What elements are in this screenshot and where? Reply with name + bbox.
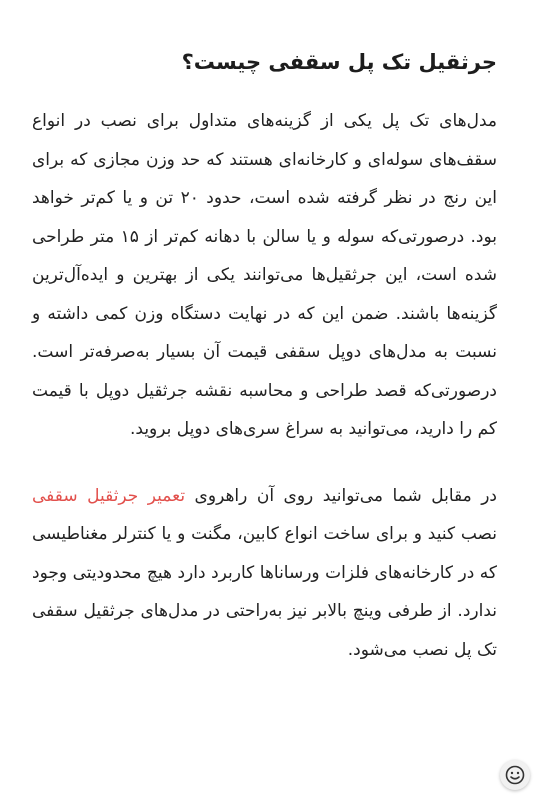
paragraph-text-after-link: نصب کنید و برای ساخت انواع کابین، مگنت و یا کنترلر مغناطیسی که در کارخانه‌های فلزات ورسانا‌ها کاربرد دارد هیچ محدودیتی وجود ندارد. از طرفی وینچ بالابر نیز به‌راحتی در مدل‌های جرثقیل سقفی تک پل نصب می‌شود. xyxy=(32,524,497,660)
paragraph-intro: مدل‌های تک پل یکی از گزینه‌های متداول برای نصب در انواع سقف‌های سوله‌ای و کارخانه‌ای هستند که حد وزن مجازی که برای این رنج در نظر گرفته شده است، حدود ۲۰ تن و یا کم‌تر خواهد بود. درصورتی‌که سوله و یا سالن با دهانه کم‌تر از ۱۵ متر طراحی شده است، این جرثقیل‌ها می‌توانند یکی از بهترین و ایده‌آل‌ترین گزینه‌ها باشند. ضمن این که در نهایت دستگاه وزن کمی داشته و نسبت به مدل‌های دوپل سقفی قیمت آن بسیار به‌صرفه‌تر است. درصورتی‌که قصد طراحی و محاسبه نقشه جرثقیل دوپل با قیمت کم را دارید، می‌توانید به سراغ سری‌های دوپل بروید. xyxy=(32,111,498,439)
smiley-face-icon xyxy=(505,765,525,785)
article-heading: جرثقیل تک پل سقفی چیست؟ xyxy=(181,50,497,74)
floating-badge-button[interactable] xyxy=(500,760,530,790)
paragraph-text-before-link: در مقابل شما می‌توانید روی آن راهروی xyxy=(185,485,497,506)
crane-repair-link[interactable]: تعمیر جرثقیل سقفی xyxy=(32,485,186,506)
paragraph-installation xyxy=(32,477,497,670)
